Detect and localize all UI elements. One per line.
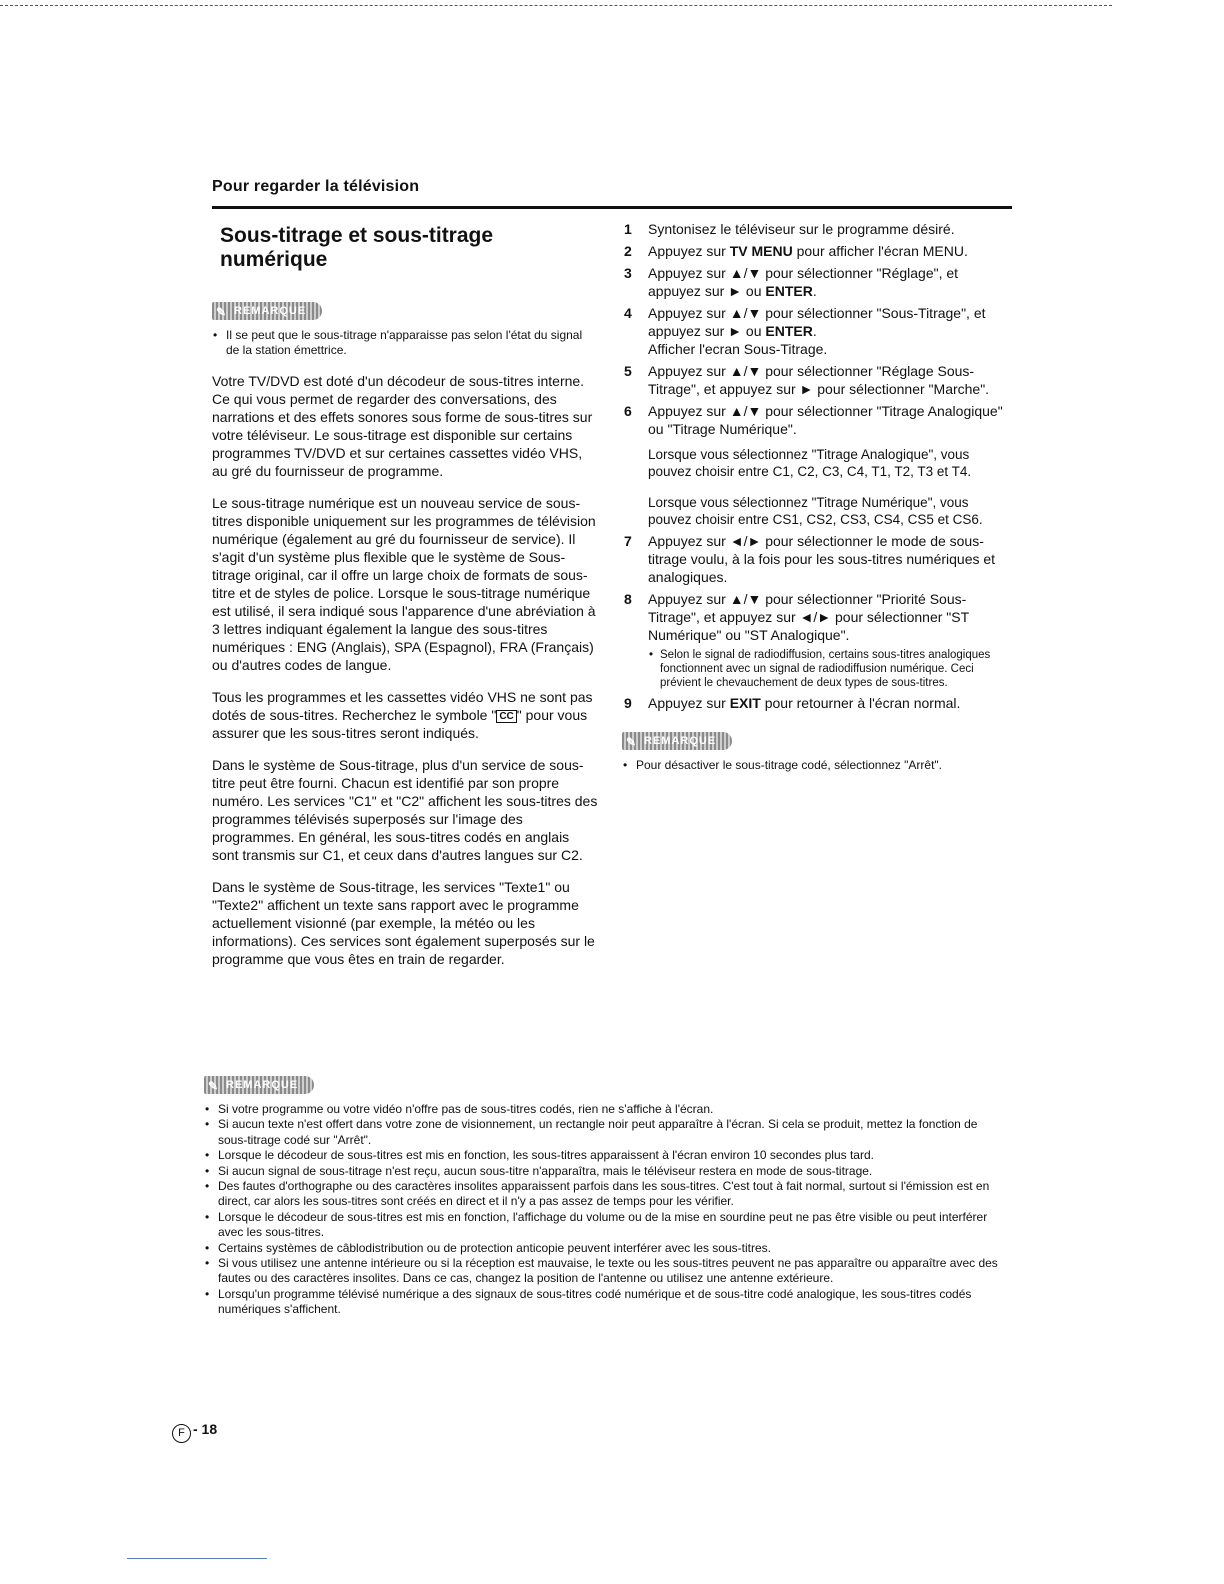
step-key-label: ENTER (765, 323, 813, 339)
step-number: 5 (624, 363, 632, 379)
step-number: 3 (624, 265, 632, 281)
list-item: • Des fautes d'orthographe ou des caractères insolites apparaissent parfois dans les sous-titres. C'est tout à fait normal, surtout si l'émission est en direct, car alors les sous-titres sont créés en direct et il n'y a pas assez de temps pour les vérifier. (204, 1179, 1010, 1210)
body-text (212, 372, 598, 968)
bottom-notes-list (204, 1102, 1010, 1318)
section-header: Pour regarder la télévision (212, 178, 420, 195)
list-item: • Lorsqu'un programme télévisé numérique a des signaux de sous-titres codé numérique et de sous-titre codé analogique, les sous-titres codés numériques s'affichent. (204, 1287, 1010, 1318)
step-3 (622, 264, 1014, 300)
step-text: . (812, 323, 817, 339)
right-column (622, 220, 1014, 773)
step-number: 2 (624, 243, 632, 259)
step-text: . (812, 283, 817, 299)
top-dashed-rule (0, 5, 1112, 6)
step-text: Appuyez sur ▲/▼ pour sélectionner "Réglage Sous-Titrage", et appuyez sur ► pour sélectionner "Marche". (648, 363, 990, 397)
note-badge (212, 302, 322, 320)
paragraph-intro: Votre TV/DVD est doté d'un décodeur de sous-titres interne. Ce qui vous permet de regarder des conversations, des narrations et des effets sonores sous forme de sous-titres sur votre téléviseur. Le sous-titrage est disponible sur certains programmes TV/DVD et sur certaines cassettes vidéo VHS, au gré du fournisseur de programme. (212, 373, 593, 479)
list-item: • Si aucun texte n'est offert dans votre zone de visionnement, un rectangle noir peut apparaître à l'écran. Si cela se produit, mettez la fonction de sous-titrage codé sur "Arrêt". (204, 1117, 1010, 1148)
right-note-block (622, 730, 1014, 773)
step-4 (622, 304, 1014, 358)
step-number: 1 (624, 221, 632, 237)
step-1 (622, 220, 1014, 238)
paragraph-text-services: Dans le système de Sous-titrage, les services "Texte1" ou "Texte2" affichent un texte sans rapport avec le programme actuellement visionné (par exemple, la météo ou les informations). Ces services sont également superposés sur le programme que vous êtes en train de regarder. (212, 879, 595, 967)
step-7 (622, 532, 1014, 586)
pencil-icon: ✎ (208, 1079, 220, 1093)
paragraph-cc-text-b: " pour vous assurer que les sous-titres seront indiqués. (212, 707, 588, 741)
step-number: 4 (624, 305, 632, 321)
step-5 (622, 362, 1014, 398)
list-item: • Pour désactiver le sous-titrage codé, sélectionnez "Arrêt". (622, 758, 1014, 773)
step-6 (622, 402, 1014, 528)
right-note-list (622, 758, 1014, 773)
step-extra-text: Lorsque vous sélectionnez "Titrage Analogique", vous pouvez choisir entre C1, C2, C3, C4, T1, T2, T3 et T4. (648, 447, 972, 479)
list-item: • Il se peut que le sous-titrage n'apparaisse pas selon l'état du signal de la station émettrice. (212, 328, 598, 358)
step-extra-text: Afficher l'ecran Sous-Titrage. (648, 341, 828, 357)
note-badge-label: REMARQUE (226, 1079, 299, 1091)
step-text: pour afficher l'écran MENU. (792, 243, 968, 259)
paragraph-digital: Le sous-titrage numérique est un nouveau service de sous-titres disponible uniquement sur les programmes de télévision numérique (également au gré du fournisseur de service). Il s'agit d'un système plus flexible que le système de Sous-titrage original, car il offre un large choix de formats de sous-titre et de styles de police. Lorsque le sous-titrage numérique est utilisé, il sera indiqué sous l'apparence d'une abréviation à 3 lettres indiquant également la langue des sous-titres numériques : ENG (Anglais), SPA (Espagnol), FRA (Français) ou d'autres codes de langue. (212, 495, 596, 673)
cc-symbol-icon: CC (496, 710, 516, 723)
list-item: • Certains systèmes de câblodistribution ou de protection anticopie peuvent interférer avec les sous-titres. (204, 1241, 1010, 1256)
note-badge (204, 1076, 314, 1094)
step-key-label: TV MENU (729, 243, 793, 259)
paragraph-cc-symbol (212, 688, 598, 742)
left-note-list (212, 328, 598, 358)
list-item: • Lorsque le décodeur de sous-titres est mis en fonction, l'affichage du volume ou de la mise en sourdine peut ne pas être visible ou peut interférer avec les sous-titres. (204, 1210, 1010, 1241)
note-badge-label: REMARQUE (644, 735, 717, 747)
list-item: • Si vous utilisez une antenne intérieure ou si la réception est mauvaise, le texte ou les sous-titres peuvent ne pas apparaître ou apparaître avec des fautes ou des caractères insolites. Dans ce cas, changez la position de l'antenne ou utilisez une antenne extérieure. (204, 1256, 1010, 1287)
step-text: Appuyez sur ▲/▼ pour sélectionner "Sous-Titrage", et appuyez sur ► ou (648, 305, 986, 339)
step-text: pour retourner à l'écran normal. (760, 695, 961, 711)
step-text: Appuyez sur ▲/▼ pour sélectionner "Titrage Analogique" ou "Titrage Numérique". (648, 403, 1003, 437)
step-text: Appuyez sur ▲/▼ pour sélectionner "Priorité Sous-Titrage", et appuyez sur ◄/► pour sélectionner "ST Numérique" ou "ST Analogique". (648, 591, 969, 643)
bottom-notes (204, 1076, 1010, 1318)
step-text: Appuyez sur (648, 243, 730, 259)
page-number-value: - 18 (193, 1421, 218, 1437)
step-key-label: EXIT (729, 695, 761, 711)
note-badge-label: REMARQUE (234, 305, 307, 317)
steps-list (622, 220, 1014, 712)
list-item: • Si votre programme ou votre vidéo n'offre pas de sous-titres codés, rien ne s'affiche à l'écran. (204, 1102, 1010, 1117)
step-text: Appuyez sur ◄/► pour sélectionner le mode de sous-titrage voulu, à la fois pour les sous-titres numériques et analogiques. (648, 533, 996, 585)
paragraph-cc-text-a: Tous les programmes et les cassettes vidéo VHS ne sont pas dotés de sous-titres. Recherchez le symbole " (212, 689, 593, 723)
note-badge (622, 732, 732, 750)
left-note-block (212, 300, 598, 358)
left-column (212, 224, 598, 982)
list-item: • Lorsque le décodeur de sous-titres est mis en fonction, les sous-titres apparaissent à l'écran environ 10 secondes plus tard. (204, 1148, 1010, 1163)
step-number: 7 (624, 533, 632, 549)
paragraph-services: Dans le système de Sous-titrage, plus d'un service de sous-titre peut être fourni. Chacun est identifié par son propre numéro. Les services "C1" et "C2" affichent les sous-titres des programmes télévisés superposés sur l'image des programmes. En général, les sous-titres codés en anglais sont transmis sur C1, et ceux dans d'autres langues sur C2. (212, 757, 598, 863)
circle-letter-icon: F (172, 1424, 191, 1443)
step-9 (622, 694, 1014, 712)
step-2 (622, 242, 1014, 260)
step-key-label: ENTER (765, 283, 813, 299)
step-number: 6 (624, 403, 632, 419)
list-item: • Si aucun signal de sous-titrage n'est reçu, aucun sous-titre n'apparaîtra, mais le téléviseur restera en mode de sous-titrage. (204, 1164, 1010, 1179)
step-text: Appuyez sur (648, 695, 730, 711)
header-rule (212, 206, 1012, 209)
step-8 (622, 590, 1014, 690)
step-text: Syntonisez le téléviseur sur le programme désiré. (648, 221, 955, 237)
step-extra-text: Lorsque vous sélectionnez "Titrage Numérique", vous pouvez choisir entre CS1, CS2, CS3, CS4, CS5 et CS6. (648, 495, 983, 527)
page-title: Sous-titrage et sous-titrage numérique (220, 224, 494, 271)
step-text: Appuyez sur ▲/▼ pour sélectionner "Réglage", et appuyez sur ► ou (648, 265, 959, 299)
bottom-line (127, 1558, 267, 1559)
pencil-icon: ✎ (626, 735, 638, 749)
step-number: 8 (624, 591, 632, 607)
step-sub-bullet: • Selon le signal de radiodiffusion, certains sous-titres analogiques fonctionnent avec un signal de radiodiffusion numérique. Ceci prévient le chevauchement de deux types de sous-titres. (648, 648, 1014, 690)
step-number: 9 (624, 695, 632, 711)
pencil-icon: ✎ (216, 305, 228, 319)
page-number (172, 1421, 217, 1443)
